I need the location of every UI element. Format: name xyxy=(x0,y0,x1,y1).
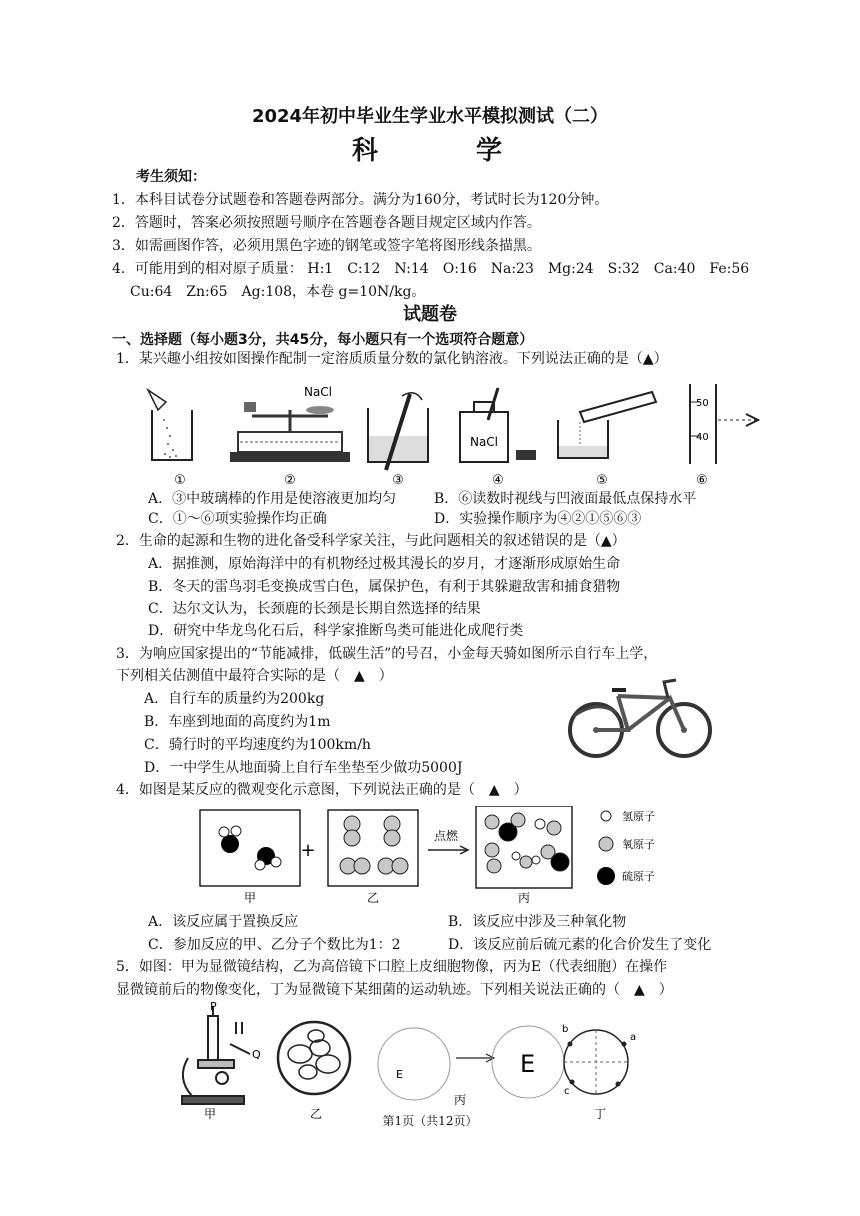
q5-label-E-small: E xyxy=(396,1068,403,1081)
q4-option-a: A．该反应属于置换反应 xyxy=(148,914,299,930)
q1-step3-stirring-icon xyxy=(368,393,428,470)
q5-microscope-icon xyxy=(182,1006,250,1104)
q5-label-c: c xyxy=(564,1086,570,1097)
q4-option-d: D．该反应前后硫元素的化合价发生了变化 xyxy=(448,937,712,953)
q5-label-P: P xyxy=(210,1000,217,1013)
notice-heading: 考生须知： xyxy=(136,169,206,185)
q5-label-E-big: E xyxy=(520,1050,536,1078)
q4-option-c: C．参加反应的甲、乙分子个数比为1：2 xyxy=(148,937,401,953)
q5-label-a: a xyxy=(630,1032,637,1043)
q4-label-jia: 甲 xyxy=(243,891,257,905)
q1-fig-label-5: ⑤ xyxy=(596,473,608,488)
page-footer: 第1页（共12页） xyxy=(382,1114,478,1128)
q1-step2-balance-icon xyxy=(230,402,350,462)
q1-step4-bottle-icon xyxy=(460,388,536,462)
q5-label-yi: 乙 xyxy=(309,1107,323,1121)
q3-option-c: C．骑行时的平均速度约为100km/h xyxy=(144,737,371,753)
q1-fig-label-4: ④ xyxy=(492,473,504,488)
q1-fig-label-2: ② xyxy=(284,473,296,488)
section-title: 试题卷 xyxy=(403,304,457,325)
q3-option-b: B．车座到地面的高度约为1m xyxy=(144,714,331,730)
q5-label-bing: 丙 xyxy=(453,1093,467,1107)
q2-stem: 2．生命的起源和生物的进化备受科学家关注，与此问题相关的叙述错误的是（▲） xyxy=(116,533,626,549)
q4-legend-sulfur: 硫原子 xyxy=(622,870,655,883)
q1-fig-label-3: ③ xyxy=(392,473,404,488)
q1-option-d: D．实验操作顺序为④②①⑤⑥③ xyxy=(434,511,642,527)
q1-option-b: B．⑥读数时视线与凹液面最低点保持水平 xyxy=(434,491,697,507)
q5-label-ding: 丁 xyxy=(593,1107,607,1121)
q3-option-a: A．自行车的质量约为200kg xyxy=(144,691,325,707)
q5-label-jia: 甲 xyxy=(203,1107,217,1121)
q2-option-d: D．研究中华龙鸟化石后，科学家推断鸟类可能进化成爬行类 xyxy=(148,623,524,639)
q2-option-c: C．达尔文认为，长颈鹿的长颈是长期自然选择的结果 xyxy=(148,601,481,617)
q1-step1-beaker-icon xyxy=(148,390,192,460)
q3-stem-line2: 下列相关估测值中最符合实际的是（ ▲ ） xyxy=(116,668,393,684)
q1-figure xyxy=(140,380,780,490)
q5-cells-icon xyxy=(288,1030,340,1079)
q4-legend-hydrogen: 氢原子 xyxy=(622,810,655,823)
q4-ignite: 点燃 xyxy=(433,829,459,843)
q4-plus: + xyxy=(300,840,316,861)
q1-fig-label-6: ⑥ xyxy=(696,473,708,488)
q4-label-yi: 乙 xyxy=(366,891,380,905)
notice-item-2: 2．答题时，答案必须按照题号顺序在答题卷各题目规定区域内作答。 xyxy=(112,215,541,231)
q1-fig-nacl-bottle: NaCl xyxy=(469,435,499,449)
q1-option-c: C．①～⑥项实验操作均正确 xyxy=(148,511,327,527)
q5-stem-line2: 显微镜前后的物像变化，丁为显微镜下某细菌的运动轨迹。下列相关说法正确的（ ▲ ） xyxy=(116,982,673,998)
q5-label-Q: Q xyxy=(252,1048,261,1061)
q2-option-b: B．冬天的雷鸟羽毛变换成雪白色，属保护色，有利于其躲避敌害和捕食猎物 xyxy=(148,579,621,595)
q1-step5-pouring-icon xyxy=(558,392,656,458)
q1-fig-nacl-balance: NaCl xyxy=(303,385,333,399)
q1-stem: 1．某兴趣小组按如图操作配制一定溶质质量分数的氯化钠溶液。下列说法正确的是（▲） xyxy=(116,351,668,367)
q3-option-d: D．一中学生从地面骑上自行车坐垫至少做功5000J xyxy=(144,760,463,776)
q4-legend-oxygen: 氧原子 xyxy=(622,838,655,851)
exam-title: 2024年初中毕业生学业水平模拟测试（二） xyxy=(251,106,609,127)
q1-step6-cylinder-icon xyxy=(690,384,758,464)
notice-item-1: 1．本科目试卷分试题卷和答题卷两部分。满分为160分，考试时长为120分钟。 xyxy=(112,192,609,208)
notice-item-4-cont: Cu:64 Zn:65 Ag:108，本卷 g=10N/kg。 xyxy=(130,284,426,300)
q4-stem: 4．如图是某反应的微观变化示意图，下列说法正确的是（ ▲ ） xyxy=(116,782,528,798)
q1-fig-label-1: ① xyxy=(174,473,186,488)
subject-title: 科 学 xyxy=(351,136,538,166)
q4-figure xyxy=(196,806,696,906)
q4-molecule-jia xyxy=(219,826,281,870)
q5-figure xyxy=(170,1000,660,1122)
notice-item-4: 4．可能用到的相对原子质量： H:1 C:12 N:14 O:16 Na:23 Mg:24 S:32 Ca:40 Fe:56 xyxy=(112,261,750,277)
q4-label-bing: 丙 xyxy=(517,891,531,905)
q3-stem-line1: 3．为响应国家提出的“节能减排，低碳生活”的号召，小金每天骑如图所示自行车上学， xyxy=(116,646,658,662)
q1-fig-scale-bottom: 40 xyxy=(696,432,709,443)
q2-option-a: A．据推测，原始海洋中的有机物经过极其漫长的岁月，才逐渐形成原始生命 xyxy=(148,556,621,572)
q5-label-b: b xyxy=(562,1024,569,1035)
notice-item-3: 3．如需画图作答，必须用黑色字迹的钢笔或签字笔将图形线条描黑。 xyxy=(112,238,541,254)
q5-stem-line1: 5．如图：甲为显微镜结构，乙为高倍镜下口腔上皮细胞物像，丙为E（代表细胞）在操作 xyxy=(116,959,668,975)
bicycle-icon xyxy=(566,672,716,762)
q1-option-a: A．③中玻璃棒的作用是使溶液更加均匀 xyxy=(148,491,397,507)
q4-option-b: B．该反应中涉及三种氧化物 xyxy=(448,914,627,930)
q1-fig-scale-top: 50 xyxy=(696,398,709,409)
section-heading: 一、选择题（每小题3分，共45分，每小题只有一个选项符合题意） xyxy=(112,332,534,348)
